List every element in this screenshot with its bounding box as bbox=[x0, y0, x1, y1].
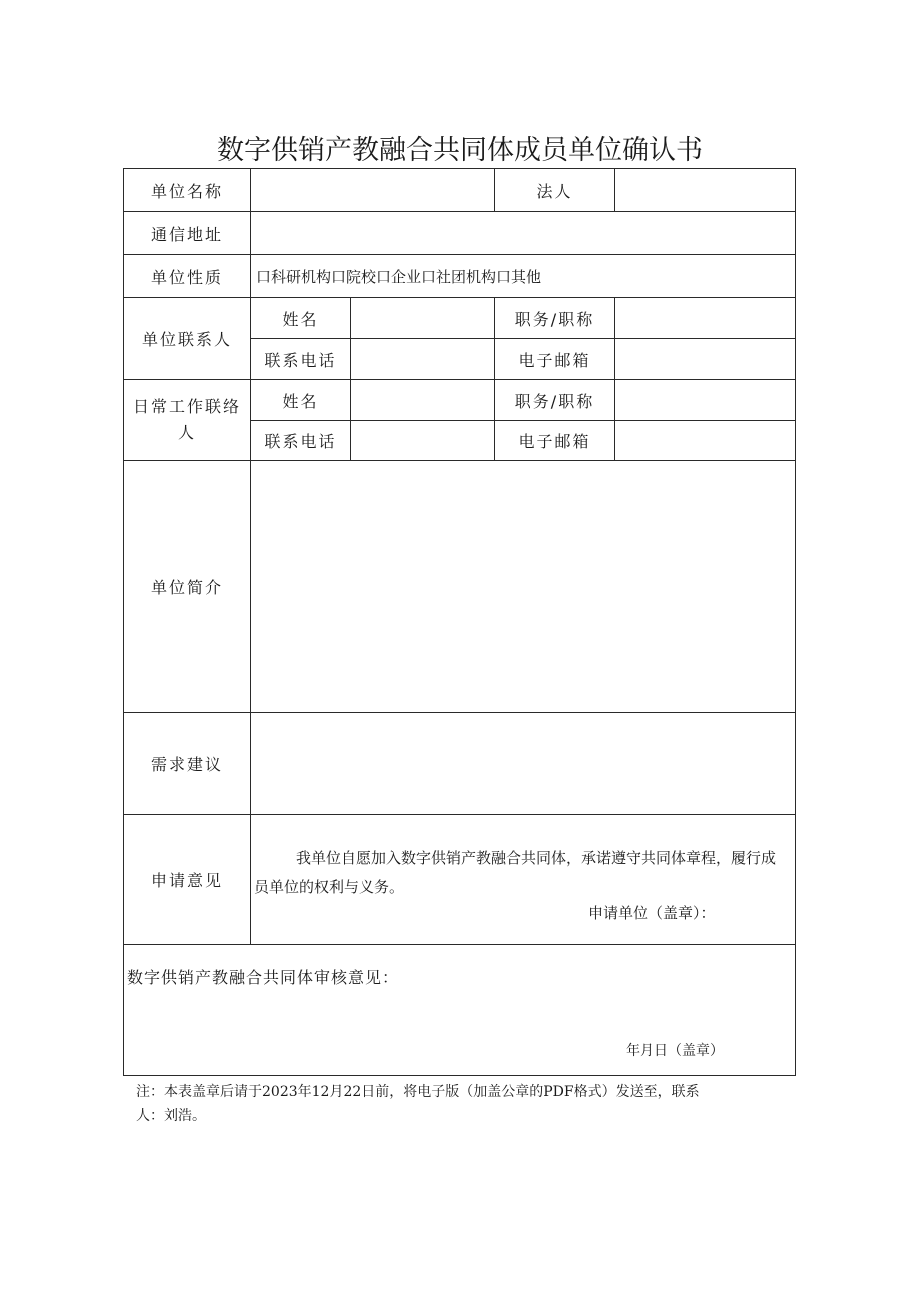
demand-label: 需求建议 bbox=[123, 712, 251, 815]
daily-contact-label-line2: 人 bbox=[177, 423, 196, 442]
contact-name-field[interactable] bbox=[350, 297, 495, 339]
review-label: 数字供销产教融合共同体审核意见： bbox=[127, 968, 400, 987]
daily-position-label: 职务/职称 bbox=[494, 379, 615, 421]
daily-name-field[interactable] bbox=[350, 379, 495, 421]
contact-position-field[interactable] bbox=[614, 297, 796, 339]
review-date: 年月日（盖章） bbox=[626, 1043, 724, 1059]
daily-contact-label bbox=[123, 379, 251, 461]
unit-name-field[interactable] bbox=[250, 168, 495, 212]
application-text-line1: 我单位自愿加入数字供销产教融合共同体，承诺遵守共同体章程，履行成 bbox=[296, 849, 777, 867]
application-text-line2: 员单位的权利与义务。 bbox=[254, 878, 405, 896]
contact-email-label: 电子邮箱 bbox=[494, 338, 615, 380]
contact-phone-label: 联系电话 bbox=[250, 338, 351, 380]
contact-name-label: 姓名 bbox=[250, 297, 351, 339]
daily-email-label: 电子邮箱 bbox=[494, 420, 615, 461]
application-sign: 申请单位（盖章）： bbox=[588, 904, 716, 922]
footnote-line1: 注：本表盖章后请于2023年12月22日前，将电子版（加盖公章的PDF格式）发送至，联系 bbox=[136, 1084, 700, 1100]
demand-field[interactable] bbox=[250, 712, 796, 815]
daily-phone-field[interactable] bbox=[350, 420, 495, 461]
page-title: 数字供销产教融合共同体成员单位确认书 bbox=[217, 135, 703, 166]
daily-phone-label: 联系电话 bbox=[250, 420, 351, 461]
daily-contact-label-line1: 日常工作联络 bbox=[132, 397, 241, 416]
address-field[interactable] bbox=[250, 211, 796, 255]
application-label: 申请意见 bbox=[123, 814, 251, 945]
contact-label: 单位联系人 bbox=[123, 297, 251, 380]
daily-email-field[interactable] bbox=[614, 420, 796, 461]
unit-type-label: 单位性质 bbox=[123, 254, 251, 298]
contact-phone-field[interactable] bbox=[350, 338, 495, 380]
legal-person-label: 法人 bbox=[494, 168, 615, 212]
unit-type-options: 口科研机构口院校口企业口社团机构口其他 bbox=[256, 268, 542, 286]
contact-position-label: 职务/职称 bbox=[494, 297, 615, 339]
daily-name-label: 姓名 bbox=[250, 379, 351, 421]
footnote-line2: 人：刘浩。 bbox=[136, 1108, 206, 1124]
contact-email-field[interactable] bbox=[614, 338, 796, 380]
daily-position-field[interactable] bbox=[614, 379, 796, 421]
profile-field[interactable] bbox=[250, 460, 796, 713]
unit-name-label: 单位名称 bbox=[123, 168, 251, 212]
address-label: 通信地址 bbox=[123, 211, 251, 255]
profile-label: 单位简介 bbox=[123, 460, 251, 713]
legal-person-field[interactable] bbox=[614, 168, 796, 212]
